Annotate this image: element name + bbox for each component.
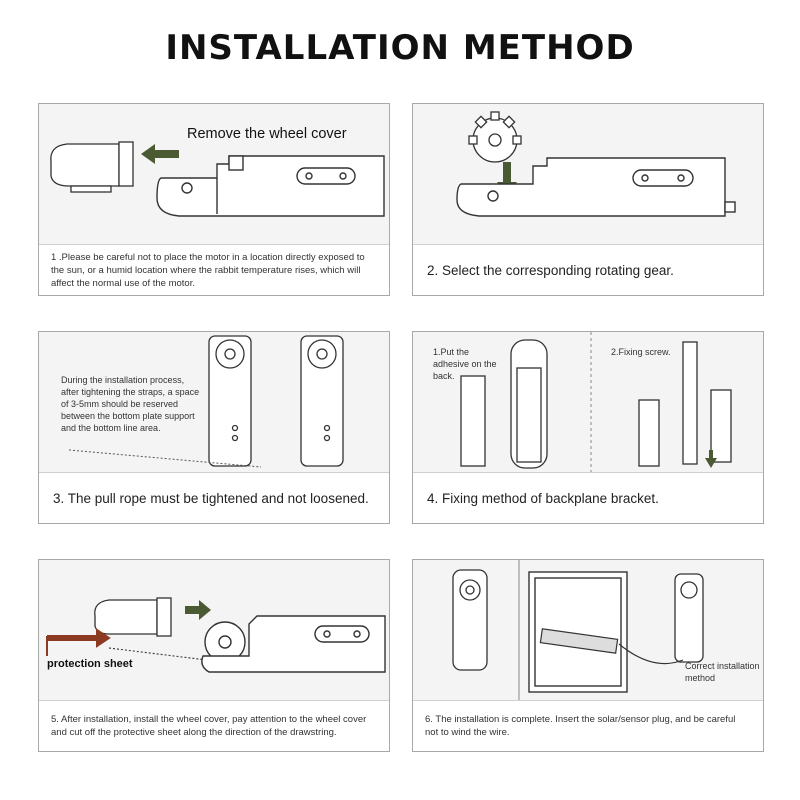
motor-vertical-icon	[675, 574, 703, 662]
remove-cover-label: Remove the wheel cover	[187, 126, 347, 142]
step-2-illustration	[413, 104, 763, 244]
correct-install-label: Correct installation method	[685, 661, 760, 683]
motor-vertical-icon	[209, 336, 343, 466]
step-3-note: During the installation process, after tightening the straps, a space of 3-5mm should be reserved between the bottom plate support and the bottom line area.	[61, 375, 200, 433]
step-5-illustration	[39, 560, 389, 700]
bracket-icon	[511, 340, 547, 468]
protection-sheet-arrow-icon	[47, 630, 109, 656]
step-5-panel	[38, 559, 390, 752]
wheel-cover-install-drawing	[39, 560, 389, 700]
page-title: INSTALLATION METHOD	[165, 28, 635, 68]
step-2-panel	[412, 103, 764, 296]
step-3-panel	[38, 331, 390, 524]
step-4-panel	[412, 331, 764, 524]
left-arrow-icon	[141, 144, 179, 164]
step-6-panel	[412, 559, 764, 752]
protection-sheet-label: protection sheet	[47, 658, 133, 670]
step-3-caption: 3. The pull rope must be tightened and not loosened.	[39, 472, 389, 523]
step-1-panel	[38, 103, 390, 296]
motor-remove-cover-drawing	[39, 104, 389, 244]
wheel-cover-icon	[51, 142, 133, 192]
step-2-caption: 2. Select the corresponding rotating gear.	[413, 244, 763, 295]
motor-vertical-icon	[453, 570, 487, 670]
step-1-caption: 1 .Please be careful not to place the motor in a location directly exposed to the sun, or a humid location where the rabbit temperature rises, which will affect the normal use of the motor.	[39, 244, 389, 295]
step-1-illustration	[39, 104, 389, 244]
motor-gear-drawing	[413, 104, 763, 244]
step-5-caption: 5. After installation, install the wheel cover, pay attention to the wheel cover and cut off the protective sheet along the direction of the drawstring.	[39, 700, 389, 751]
step-4-caption: 4. Fixing method of backplane bracket.	[413, 472, 763, 523]
adhesive-label: 1.Put the adhesive on the back.	[433, 347, 497, 381]
motor-body-icon	[157, 156, 384, 216]
wheel-cover-icon	[95, 598, 171, 636]
fixing-screw-label: 2.Fixing screw.	[611, 347, 671, 357]
motor-body-icon	[202, 616, 385, 672]
step-4-illustration	[413, 332, 763, 472]
step-6-caption: 6. The installation is complete. Insert the solar/sensor plug, and be careful not to wind the wire.	[413, 700, 763, 751]
rotating-gear-icon	[469, 112, 521, 162]
wire-line	[619, 644, 683, 664]
right-arrow-icon	[185, 600, 211, 620]
adhesive-strip-icon	[461, 376, 485, 466]
step-6-illustration	[413, 560, 763, 700]
screw-mount-icon	[639, 342, 731, 466]
motor-body-icon	[457, 158, 735, 216]
step-3-illustration	[39, 332, 389, 472]
